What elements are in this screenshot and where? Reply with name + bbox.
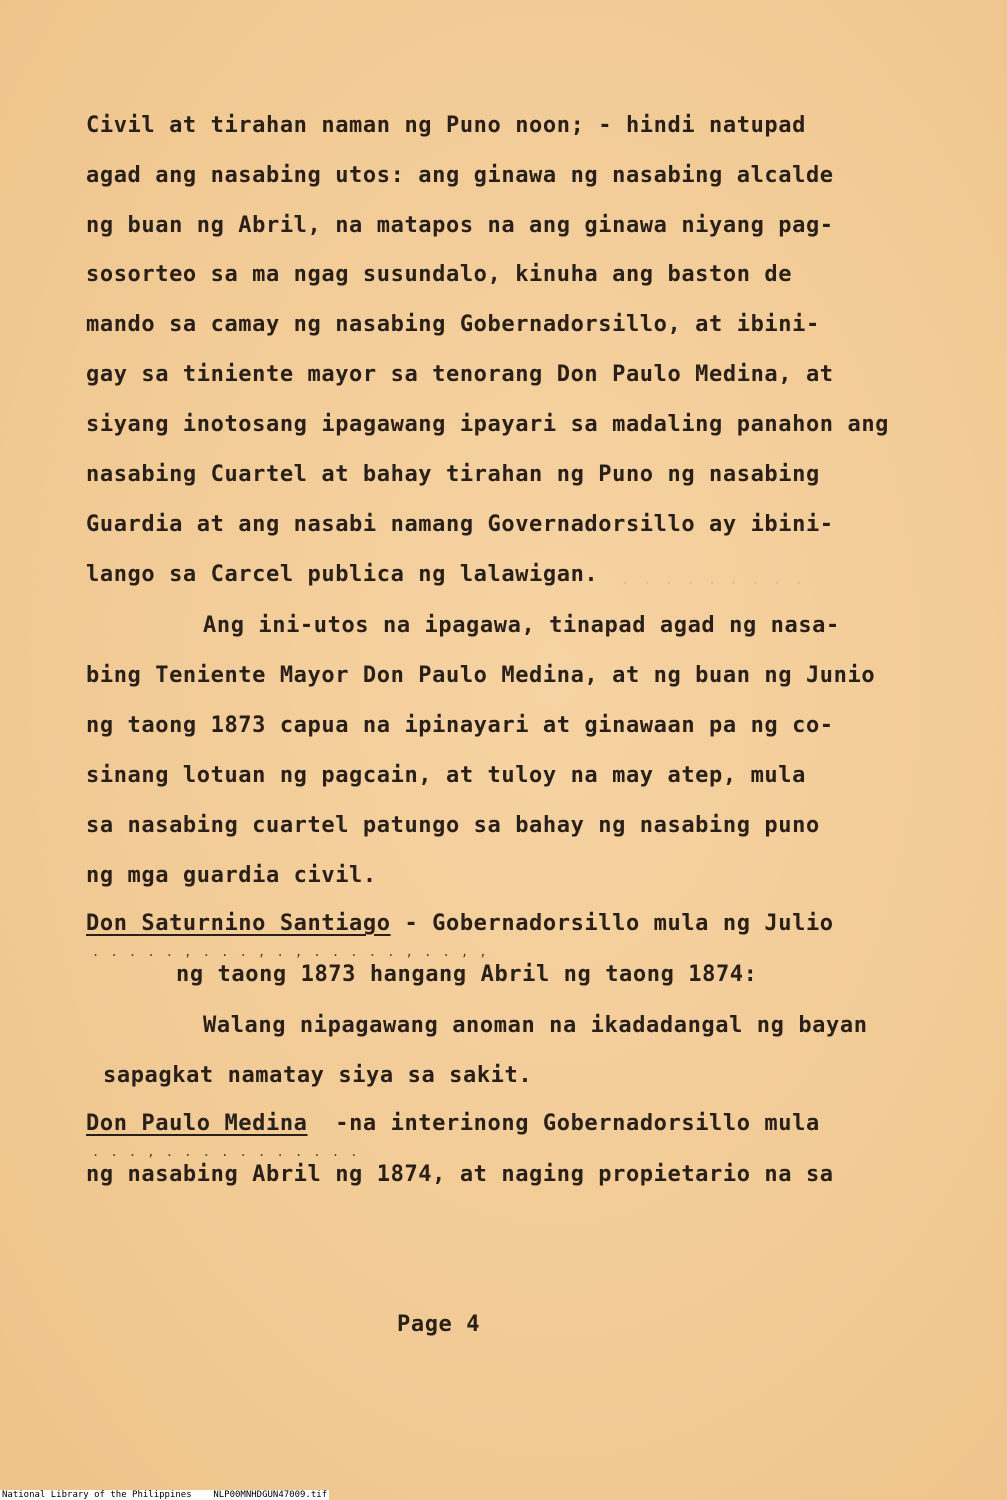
document-page: . . . . . . . . . Civil at tirahan naman ng Puno noon; - hindi natupad agad ang nasabing utos: ang ginawa ng nasabing alcalde ng buan ng Abril, na matapos na ang ginawa niyang pag- sosorteo sa ma ngag susundalo, kinuha ang baston de mando sa camay ng nasabing Gobernadorsillo, at ibini- gay sa tiniente mayor sa tenorang Don Paulo Medina, at siyang inotosang ipagawang ipayari sa madaling panahon ang nasabing Cuartel at bahay tirahan ng Puno ng nasabing Guardia at ang nasabi namang Governadorsillo ay ibini- lango sa Carcel publica ng lalawigan. Ang ini-utos na ipagawa, tinapad agad ng nasa- bing Teniente Mayor Don Paulo Medina, at ng buan ng Junio ng taong 1873 capua na ipinayari at ginawaan pa ng co- sinang lotuan ng pagcain, at tuloy na may atep, mula sa nasabing cuartel patungo sa bahay ng nasabing puno ng mga guardia civil. Don Saturnino Santiago - Gobernadorsillo mula ng Julio . . . . . , . . . , . , . . . . . , . . , , ng taong 1873 hangang Abril ng taong 1874: Walang nipagawang anoman na ikadadangal ng bayan sapagkat namatay siya sa sakit. Don Paulo Medina -na interinong Gobernadorsillo mula . . . , . . . . . . . . . . . ng nasabing Abril ng 1874, at naging propietario na sa Page 4 National Library of the Philippines NLP00MNHDGUN47009.tif bbox=[0, 0, 1007, 1500]
text-line-11: Ang ini-utos na ipagawa, tinapad agad ng nasa- bbox=[203, 613, 840, 638]
text-line-16: ng mga guardia civil. bbox=[86, 863, 377, 888]
entry-paulo-name: Don Paulo Medina bbox=[86, 1111, 308, 1136]
entry-paulo-title: -na interinong Gobernadorsillo mula bbox=[307, 1111, 820, 1136]
entry-saturnino-title: - Gobernadorsillo mula ng Julio bbox=[390, 911, 834, 936]
text-line-6: gay sa tiniente mayor sa tenorang Don Paulo Medina, at bbox=[86, 362, 834, 387]
entry-saturnino-period: ng taong 1873 hangang Abril ng taong 1874: bbox=[176, 962, 758, 987]
text-line-12: bing Teniente Mayor Don Paulo Medina, at ng buan ng Junio bbox=[86, 663, 876, 688]
text-line-1: Civil at tirahan naman ng Puno noon; - hindi natupad bbox=[86, 113, 806, 138]
entry-saturnino-para-1: Walang nipagawang anoman na ikadadangal ng bayan bbox=[203, 1013, 868, 1038]
text-line-5: mando sa camay ng nasabing Gobernadorsillo, at ibini- bbox=[86, 312, 820, 337]
entry-saturnino-name: Don Saturnino Santiago bbox=[86, 911, 391, 936]
text-line-14: sinang lotuan ng pagcain, at tuloy na may atep, mula bbox=[86, 763, 806, 788]
text-line-8: nasabing Cuartel at bahay tirahan ng Puno ng nasabing bbox=[86, 462, 820, 487]
text-line-3: ng buan ng Abril, na matapos na ang ginawa niyang pag- bbox=[86, 213, 834, 238]
page-number: Page 4 bbox=[397, 1312, 481, 1337]
entry-paulo-heading bbox=[86, 1111, 820, 1137]
entry-paulo-period: ng nasabing Abril ng 1874, at naging propietario na sa bbox=[86, 1162, 834, 1187]
entry-paulo-dot-marks: . . . , . . . . . . . . . . . bbox=[92, 1145, 360, 1159]
text-line-15: sa nasabing cuartel patungo sa bahay ng nasabing puno bbox=[86, 813, 820, 838]
entry-saturnino-heading bbox=[86, 911, 834, 937]
entry-saturnino-dot-marks: . . . . . , . . . , . , . . . . . , . . , , bbox=[92, 945, 489, 959]
text-line-13: ng taong 1873 capua na ipinayari at ginawaan pa ng co- bbox=[86, 713, 834, 738]
scan-footer: National Library of the Philippines NLP00MNHDGUN47009.tif bbox=[2, 1490, 328, 1500]
entry-saturnino-para-2: sapagkat namatay siya sa sakit. bbox=[103, 1063, 533, 1088]
text-line-4: sosorteo sa ma ngag susundalo, kinuha ang baston de bbox=[86, 262, 793, 287]
text-line-7: siyang inotosang ipagawang ipayari sa madaling panahon ang bbox=[86, 412, 890, 437]
text-line-2: agad ang nasabing utos: ang ginawa ng nasabing alcalde bbox=[86, 163, 834, 188]
text-line-10: lango sa Carcel publica ng lalawigan. bbox=[86, 562, 599, 587]
text-line-9: Guardia at ang nasabi namang Governadorsillo ay ibini- bbox=[86, 512, 834, 537]
